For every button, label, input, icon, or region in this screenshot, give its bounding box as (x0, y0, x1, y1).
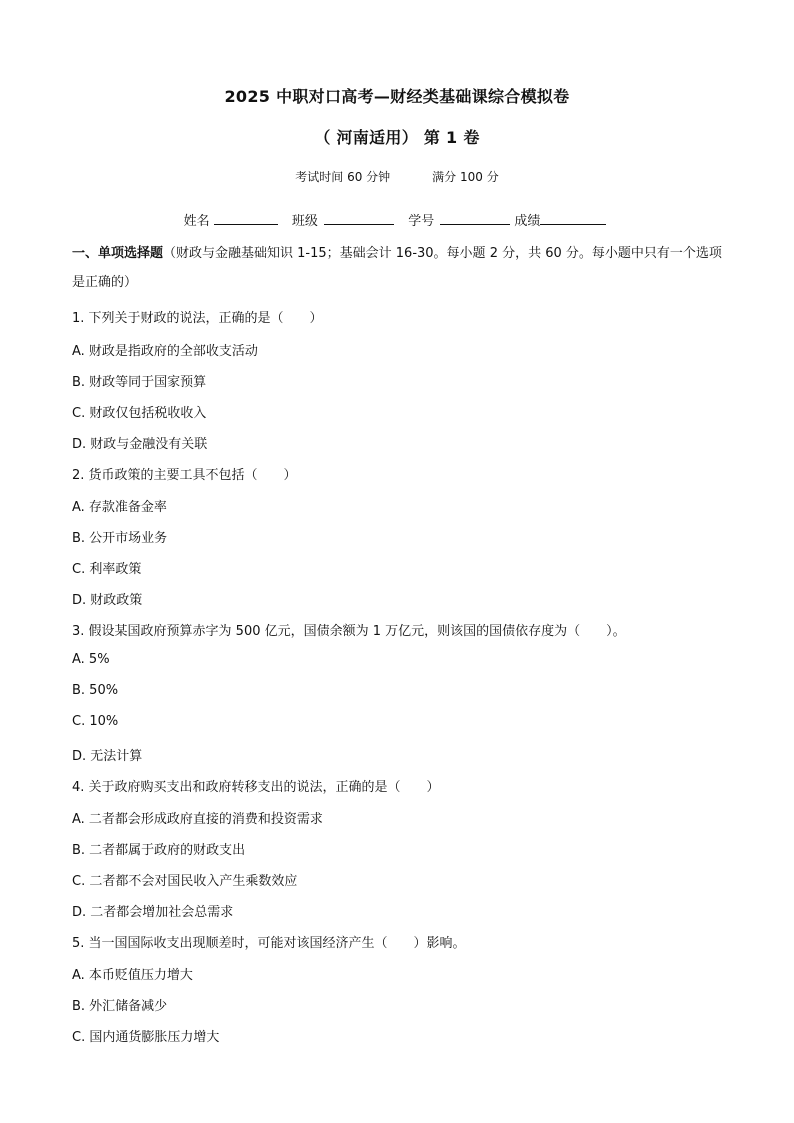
question-option: C. 10% (72, 714, 119, 729)
question-stem: 1. 下列关于财政的说法，正确的是（ ） (72, 311, 323, 326)
question-option: D. 二者都会增加社会总需求 (72, 905, 234, 920)
question-stem: 3. 假设某国政府预算赤字为 500 亿元，国债余额为 1 万亿元，则该国的国债依存度为（ ）。 (72, 624, 626, 639)
question-option: D. 无法计算 (72, 749, 143, 764)
exam-time: 考试时间 60 分钟 (295, 170, 391, 184)
exam-meta (0, 168, 794, 185)
grade-blank[interactable] (540, 211, 606, 225)
question-option: A. 存款准备金率 (72, 500, 167, 515)
question-option: A. 本币贬值压力增大 (72, 968, 193, 983)
id-label: 学号 (408, 214, 435, 229)
section-note: （财政与金融基础知识 1-15；基础会计 16-30。每小题 2 分，共 60 分。每小题中只有一个选项是正确的） (72, 246, 722, 290)
question-option: B. 二者都属于政府的财政支出 (72, 843, 246, 858)
exam-subtitle: （ 河南适用） 第 1 卷 (314, 128, 480, 147)
student-info (0, 210, 794, 229)
question-option: B. 财政等同于国家预算 (72, 375, 207, 390)
name-label: 姓名 (183, 214, 210, 229)
question-stem: 4. 关于政府购买支出和政府转移支出的说法，正确的是（ ） (72, 780, 440, 795)
question-option: D. 财政政策 (72, 593, 143, 608)
class-label: 班级 (291, 214, 318, 229)
question-option: B. 外汇储备减少 (72, 999, 168, 1014)
question-option: C. 国内通货膨胀压力增大 (72, 1030, 220, 1045)
question-option: C. 利率政策 (72, 562, 142, 577)
name-blank[interactable] (214, 211, 278, 225)
exam-score: 满分 100 分 (432, 170, 499, 184)
grade-label: 成绩 (514, 214, 541, 229)
question-option: B. 公开市场业务 (72, 531, 168, 546)
exam-title: 2025 中职对口高考—财经类基础课综合模拟卷 (224, 87, 570, 106)
question-stem: 5. 当一国国际收支出现顺差时，可能对该国经济产生（ ）影响。 (72, 936, 466, 951)
id-blank[interactable] (440, 211, 510, 225)
question-option: D. 财政与金融没有关联 (72, 437, 208, 452)
section-heading: 一、单项选择题 (72, 246, 164, 261)
question-option: C. 二者都不会对国民收入产生乘数效应 (72, 874, 298, 889)
question-option: A. 5% (72, 652, 110, 667)
question-option: A. 财政是指政府的全部收支活动 (72, 344, 258, 359)
question-option: A. 二者都会形成政府直接的消费和投资需求 (72, 812, 323, 827)
question-option: B. 50% (72, 683, 119, 698)
question-option: C. 财政仅包括税收收入 (72, 406, 207, 421)
class-blank[interactable] (324, 211, 394, 225)
question-stem: 2. 货币政策的主要工具不包括（ ） (72, 468, 297, 483)
section-instructions (72, 239, 732, 297)
